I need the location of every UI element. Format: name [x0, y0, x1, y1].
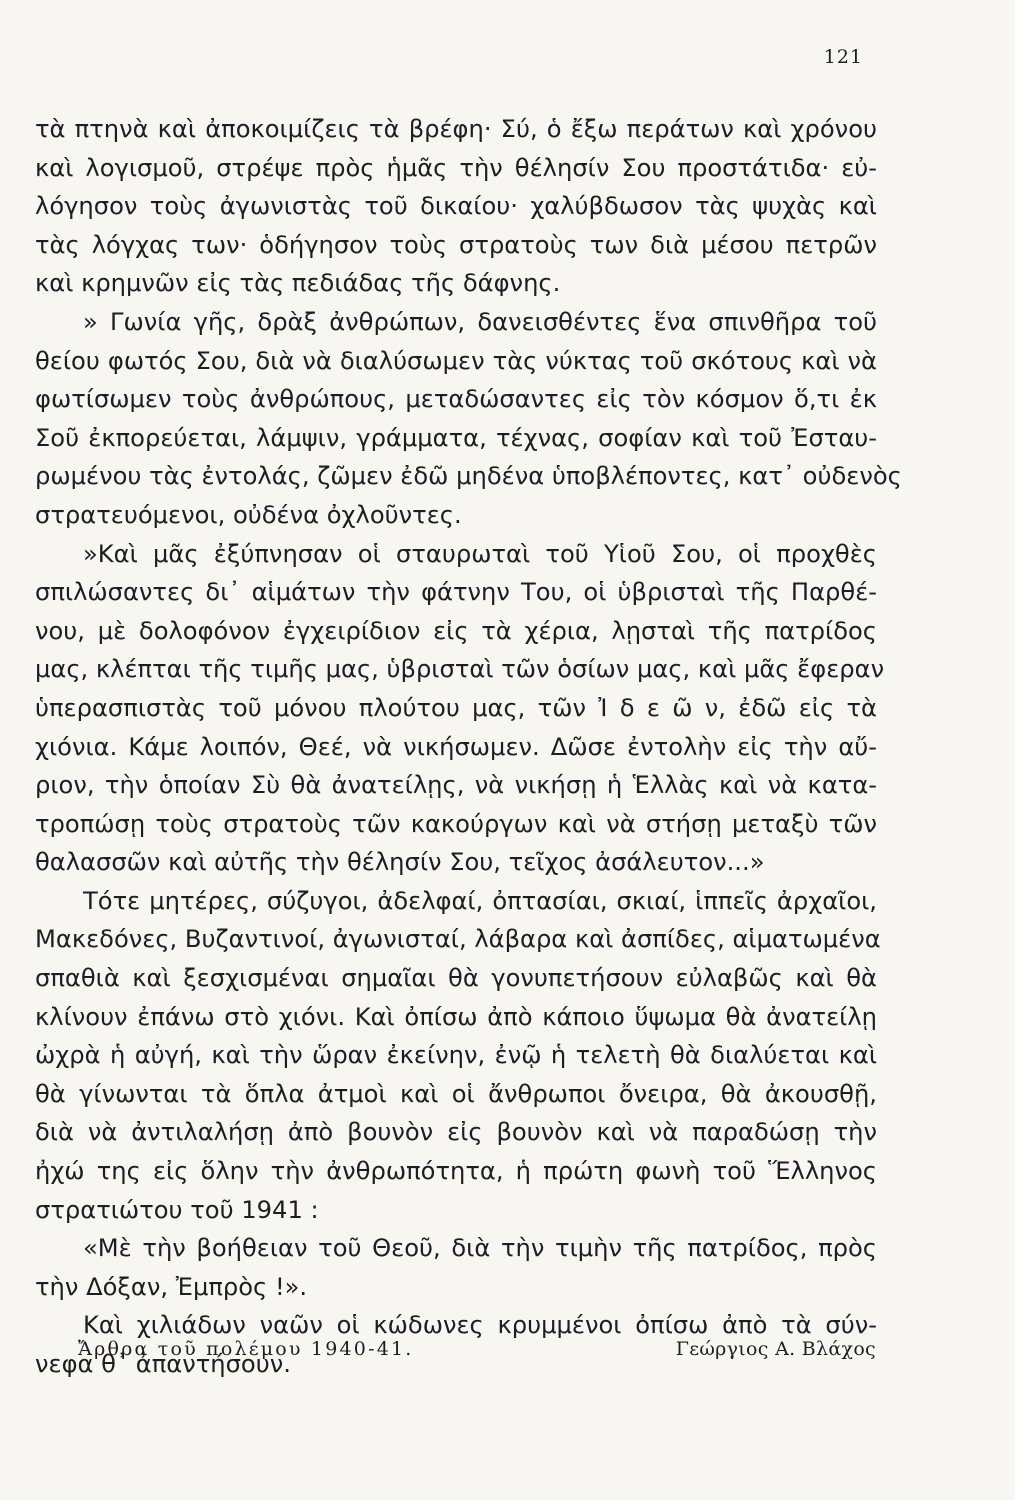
text-line: καὶ λογισμοῦ, στρέψε πρὸς ἡμᾶς τὴν θέλησίν Σου προστάτιδα· εὐ- [35, 153, 877, 182]
text-line: σπιλώσαντες δι᾽ αἱμάτων τὴν φάτνην Του, οἱ ὑβρισταὶ τῆς Παρθέ- [35, 578, 877, 607]
text-line: θείου φωτός Σου, διὰ νὰ διαλύσωμεν τὰς νύκτας τοῦ σκότους καὶ νὰ [35, 346, 877, 375]
text-line: χιόνια. Κάμε λοιπόν, Θεέ, νὰ νικήσωμεν. Δῶσε ἐντολὴν εἰς τὴν αὔ- [35, 732, 877, 761]
text-line: θαλασσῶν καὶ αὐτῆς τὴν θέλησίν Σου, τεῖχος ἀσάλευτον...» [35, 848, 765, 877]
text-line: τὰς λόγχας των· ὁδήγησον τοὺς στρατοὺς των διὰ μέσου πετρῶν [35, 230, 877, 259]
text-line: ρωμένου τὰς ἐντολάς, ζῶμεν ἐδῶ μηδένα ὑποβλέποντες, κατ᾽ οὐδενὸς [35, 462, 902, 491]
text-line: κλίνουν ἐπάνω στὸ χιόνι. Καὶ ὀπίσω ἀπὸ κάποιο ὕψωμα θὰ ἀνατείλῃ [35, 1002, 877, 1031]
text-line: στρατιώτου τοῦ 1941 : [35, 1195, 319, 1224]
text-line: Καὶ χιλιάδων ναῶν οἱ κώδωνες κρυμμένοι ὀπίσω ἀπὸ τὰ σύν- [83, 1311, 877, 1340]
text-line: στρατευόμενοι, οὐδένα ὀχλοῦντες. [35, 500, 462, 529]
text-line: μας, κλέπται τῆς τιμῆς μας, ὑβρισταὶ τῶν ὁσίων μας, καὶ μᾶς ἔφεραν [35, 655, 885, 684]
text-line: »Καὶ μᾶς ἐξύπνησαν οἱ σταυρωταὶ τοῦ Υἱοῦ Σου, οἱ προχθὲς [83, 539, 877, 568]
text-line: φωτίσωμεν τοὺς ἀνθρώπους, μεταδώσαντες εἰς τὸν κόσμον ὅ,τι ἐκ [35, 385, 877, 414]
source-citation: Ἄρθρα τοῦ πολέμου 1940-41. [78, 1338, 414, 1360]
text-line: λόγησον τοὺς ἀγωνιστὰς τοῦ δικαίου· χαλύβδωσον τὰς ψυχὰς καὶ [35, 192, 877, 221]
text-line: καὶ κρημνῶν εἰς τὰς πεδιάδας τῆς δάφνης. [35, 269, 561, 298]
footer [38, 1338, 876, 1368]
text-line: Τότε μητέρες, σύζυγοι, ἀδελφαί, ὀπτασίαι, σκιαί, ἱππεῖς ἀρχαῖοι, [83, 886, 877, 915]
text-line: νου, μὲ δολοφόνον ἐγχειρίδιον εἰς τὰ χέρια, λῃσταὶ τῆς πατρίδος [35, 616, 877, 645]
author-name: Γεώργιος Α. Βλάχος [675, 1338, 876, 1360]
text-line: ὑπερασπιστὰς τοῦ μόνου πλούτου μας, τῶν Ἰ δ ε ῶ ν, ἐδῶ εἰς τὰ [35, 693, 877, 722]
body-text [35, 110, 902, 1384]
text-line: τὴν Δόξαν, Ἐμπρὸς !». [35, 1272, 308, 1301]
text-line: διὰ νὰ ἀντιλαλήσῃ ἀπὸ βουνὸν εἰς βουνὸν καὶ νὰ παραδώσῃ τὴν [35, 1118, 877, 1147]
text-line: νεφα θ᾽ ἀπαντήσουν. [35, 1350, 291, 1378]
text-line: ριον, τὴν ὁποίαν Σὺ θὰ ἀνατείλῃς, νὰ νικήσῃ ἡ Ἑλλὰς καὶ νὰ κατα- [35, 771, 877, 800]
text-line: θὰ γίνωνται τὰ ὅπλα ἀτμοὶ καὶ οἱ ἄνθρωποι ὄνειρα, θὰ ἀκουσθῇ, [35, 1079, 877, 1108]
page-number: 121 [823, 46, 863, 68]
text-line: «Μὲ τὴν βοήθειαν τοῦ Θεοῦ, διὰ τὴν τιμὴν τῆς πατρίδος, πρὸς [83, 1234, 877, 1263]
text-line: Σοῦ ἐκπορεύεται, λάμψιν, γράμματα, τέχνας, σοφίαν καὶ τοῦ Ἐσταυ- [35, 423, 877, 452]
text-line: τὰ πτηνὰ καὶ ἀποκοιμίζεις τὰ βρέφη· Σύ, ὁ ἔξω περάτων καὶ χρόνου [35, 115, 877, 143]
text-line: ὠχρὰ ἡ αὐγή, καὶ τὴν ὥραν ἐκείνην, ἐνῷ ἡ τελετὴ θὰ διαλύεται καὶ [35, 1041, 877, 1070]
text-line: τροπώσῃ τοὺς στρατοὺς τῶν κακούργων καὶ νὰ στήσῃ μεταξὺ τῶν [35, 809, 877, 838]
text-line: Μακεδόνες, Βυζαντινοί, ἀγωνισταί, λάβαρα καὶ ἀσπίδες, αἱματωμένα [35, 925, 881, 954]
text-line: ἠχώ της εἰς ὅλην τὴν ἀνθρωπότητα, ἡ πρώτη φωνὴ τοῦ Ἕλληνος [35, 1157, 877, 1186]
text-line: » Γωνία γῆς, δρὰξ ἀνθρώπων, δανεισθέντες ἕνα σπινθῆρα τοῦ [83, 307, 877, 336]
text-line: σπαθιὰ καὶ ξεσχισμέναι σημαῖαι θὰ γονυπετήσουν εὐλαβῶς καὶ θὰ [35, 964, 877, 993]
